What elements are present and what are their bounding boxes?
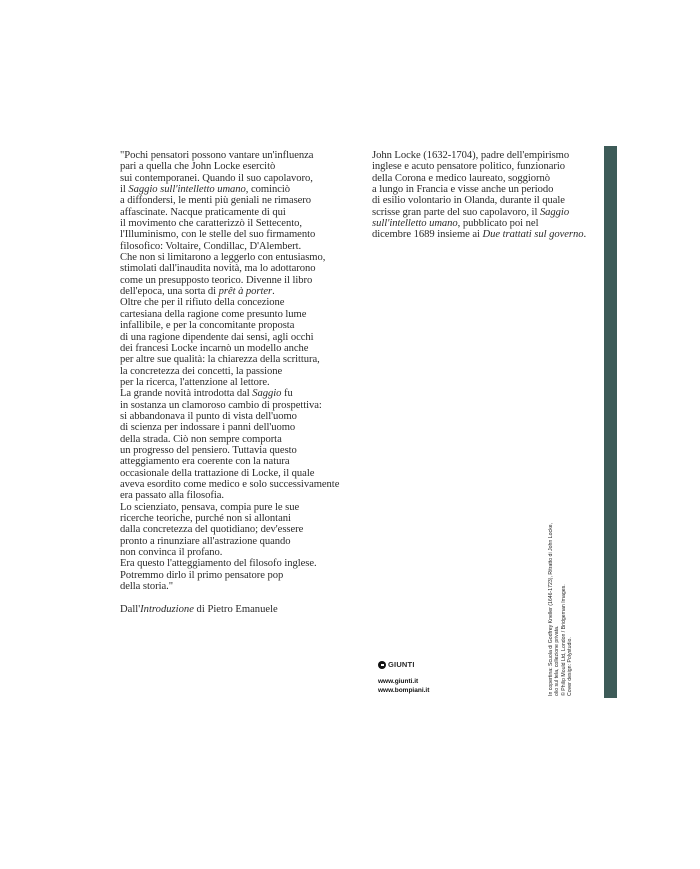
bio-line: John Locke (1632-1704), padre dell'empirismo: [372, 150, 570, 161]
credit-line: © Philip Mould Ltd, London / Bridgeman Images.: [560, 584, 567, 696]
quote-line: di una ragione dipendente dai sensi, agli occhi: [120, 331, 314, 343]
quote-line: per altre sue qualità: la chiarezza della scrittura,: [120, 354, 320, 366]
quote-line: Potremmo dirlo il primo pensatore pop: [120, 569, 284, 581]
quote-line: aveva esordito come medico e solo successivamente: [120, 478, 340, 490]
quote-line: infallibile, e per la concomitante proposta: [120, 320, 295, 332]
quote-line: Era questo l'atteggiamento del filosofo inglese.: [120, 558, 317, 570]
bio-line: dicembre 1689 insieme ai Due trattati sul governo.: [372, 229, 587, 241]
quote-line: La grande novità introdotta dal Saggio fu: [120, 388, 293, 400]
credit-line: Cover design: Polystudio.: [567, 637, 574, 696]
quote-line: non convinca il profano.: [120, 547, 223, 559]
quote-line: dei francesi Locke incarnò un modello anche: [120, 342, 309, 354]
quote-line: dalla concretezza del quotidiano; dev'essere: [120, 524, 304, 536]
quote-line: era passato alla filosofia.: [120, 490, 224, 502]
credit-line: In copertina: Scuola di Godfrey Kneller (1646-1723), Ritratto di John Locke,: [548, 522, 554, 696]
quote-line: della strada. Ciò non sempre comporta: [120, 433, 282, 445]
quote-line: pronto a rinunziare all'astrazione quando: [120, 535, 291, 547]
quote-line: di scienza per indossare i panni dell'uomo: [120, 422, 296, 434]
quote-line: il Saggio sull'intelletto umano, cominciò: [120, 184, 291, 196]
quote-line: per la ricerca, l'attenzione al lettore.: [120, 376, 270, 388]
credit-line: olio sul tela, collezione privata.: [554, 625, 561, 696]
bio-line: scrisse gran parte del suo capolavoro, il Saggio: [372, 206, 570, 218]
quote-line: Che non si limitarono a leggerlo con entusiasmo,: [120, 252, 326, 264]
spine-color-band: [604, 146, 617, 698]
quote-line: ricerche teoriche, purché non si allontani: [120, 513, 291, 524]
quote-line: pari a quella che John Locke esercitò: [120, 161, 276, 173]
publisher-block: [378, 660, 429, 695]
quote-line: sui contemporanei. Quando il suo capolavoro,: [120, 172, 313, 184]
quote-line: la concretezza dei concetti, la passione: [120, 365, 283, 377]
quote-line: si abbandonava il punto di vista dell'uomo: [120, 410, 297, 422]
quote-attribution: Dall'Introduzione di Pietro Emanuele: [120, 604, 278, 615]
author-bio: [372, 150, 602, 241]
bio-line: a lungo in Francia e visse anche un periodo: [372, 184, 554, 196]
bio-line: sull'intelletto umano, pubblicato poi nel: [372, 218, 539, 230]
quote-line: cartesiana della ragione come presunto lume: [120, 308, 307, 320]
quote-line: un progresso del pensiero. Tuttavia questo: [120, 444, 297, 456]
quote-line: Lo scienziato, pensava, compia pure le sue: [120, 501, 300, 513]
bio-line: della Corona e medico laureato, soggiornò: [372, 172, 550, 184]
quote-line: come un presupposto teorico. Divenne il libro: [120, 274, 313, 286]
quote-line: in sostanza un clamoroso cambio di prospettiva:: [120, 399, 322, 411]
quote-line: stimolati dall'inaudita novità, ma lo adottarono: [120, 263, 316, 275]
quote-line: a diffondersi, le menti più geniali ne rimasero: [120, 195, 312, 207]
quote-line: filosofico: Voltaire, Condillac, D'Alembert.: [120, 240, 302, 252]
publisher-url-giunti: www.giunti.it: [378, 678, 419, 685]
quote-line: "Pochi pensatori possono vantare un'influenza: [120, 150, 314, 161]
quote-line: della storia.": [120, 581, 174, 593]
bio-line: di esilio volontario in Olanda, durante il quale: [372, 195, 565, 207]
quote-line: Oltre che per il rifiuto della concezione: [120, 297, 285, 309]
quote-line: il movimento che caratterizzò il Settecento,: [120, 218, 302, 230]
quote-line: atteggiamento era coerente con la natura: [120, 456, 290, 468]
publisher-url-bompiani: www.bompiani.it: [378, 687, 430, 694]
quote-text: [120, 150, 340, 593]
publisher-logo: GIUNTI: [378, 660, 429, 669]
giunti-logo-icon: [378, 661, 386, 669]
bio-line: inglese e acuto pensatore politico, funzionario: [372, 161, 565, 173]
quote-line: dell'epoca, una sorta di prêt à porter.: [120, 286, 275, 298]
quote-line: occasionale della trattazione di Locke, il quale: [120, 467, 315, 479]
quote-line: l'Illuminismo, con le stelle del suo firmamento: [120, 229, 316, 241]
quote-line: affascinate. Nacque praticamente di qui: [120, 206, 286, 218]
cover-credits: [548, 520, 608, 696]
attribution-title: Introduzione: [140, 604, 194, 615]
